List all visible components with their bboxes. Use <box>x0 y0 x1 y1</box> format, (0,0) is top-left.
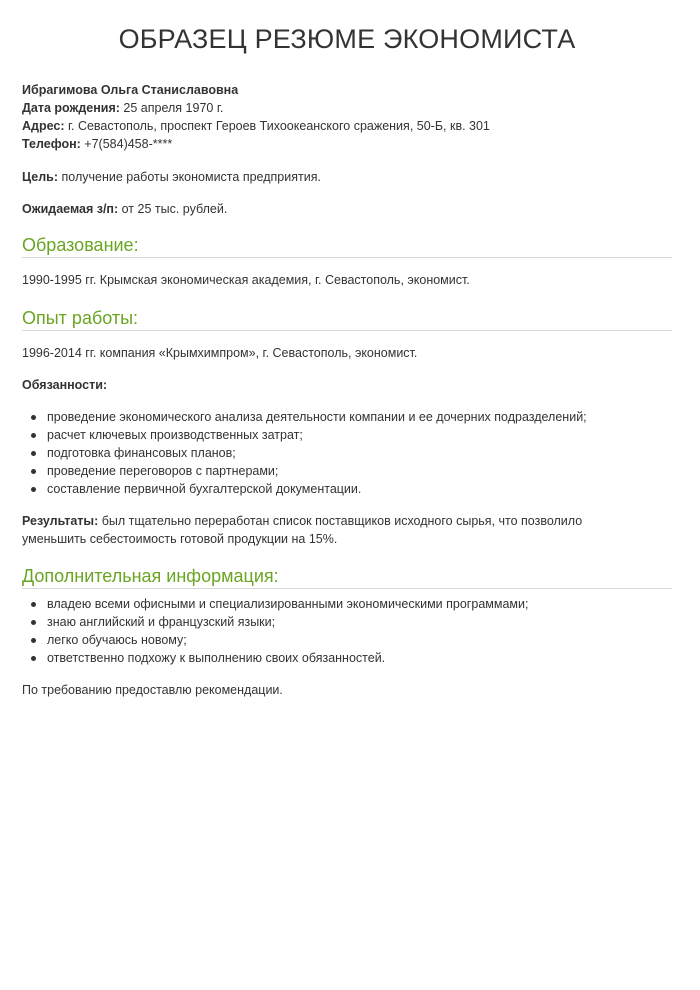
additional-text: владею всеми офисными и специализированными экономическими программами; <box>47 597 529 611</box>
address-value: г. Севастополь, проспект Героев Тихоокеанского сражения, 50-Б, кв. 301 <box>64 119 490 133</box>
experience-heading: Опыт работы: <box>22 307 672 331</box>
duty-text: проведение переговоров с партнерами; <box>47 464 279 478</box>
duty-text: подготовка финансовых планов; <box>47 446 236 460</box>
bullet-icon <box>31 433 36 438</box>
list-item <box>22 613 672 631</box>
address-label: Адрес: <box>22 119 65 133</box>
address-row <box>22 117 672 135</box>
birth-date-label: Дата рождения: <box>22 101 120 115</box>
duties-label: Обязанности: <box>22 378 108 392</box>
bullet-icon <box>31 487 36 492</box>
phone-row <box>22 135 672 153</box>
goal-value: получение работы экономиста предприятия. <box>58 170 321 184</box>
bullet-icon <box>31 415 36 420</box>
recommendations-note: По требованию предоставлю рекомендации. <box>22 683 283 697</box>
duties-list <box>22 408 672 498</box>
education-text: 1990-1995 гг. Крымская экономическая академия, г. Севастополь, экономист. <box>22 273 470 287</box>
education-heading: Образование: <box>22 234 672 258</box>
salary-row <box>22 200 672 218</box>
phone-label: Телефон: <box>22 137 81 151</box>
results-line-2: уменьшить себестоимость готовой продукции на 15%. <box>22 532 338 546</box>
contact-block <box>22 81 672 153</box>
list-item <box>22 595 672 613</box>
page-title: ОБРАЗЕЦ РЕЗЮМЕ ЭКОНОМИСТА <box>118 24 576 54</box>
candidate-name: Ибрагимова Ольга Станиславовна <box>22 83 239 97</box>
results-block <box>22 512 672 548</box>
list-item <box>22 408 672 426</box>
bullet-icon <box>31 656 36 661</box>
duty-text: составление первичной бухгалтерской документации. <box>47 482 362 496</box>
list-item <box>22 444 672 462</box>
bullet-icon <box>31 469 36 474</box>
list-item <box>22 480 672 498</box>
birth-date-row <box>22 99 672 117</box>
additional-text: знаю английский и французский языки; <box>47 615 276 629</box>
results-text: был тщательно переработан список поставщиков исходного сырья, что позволило <box>98 514 583 528</box>
salary-label: Ожидаемая з/п: <box>22 202 119 216</box>
bullet-icon <box>31 602 36 607</box>
bullet-icon <box>31 638 36 643</box>
goal-row <box>22 168 672 186</box>
list-item <box>22 631 672 649</box>
experience-text: 1996-2014 гг. компания «Крымхимпром», г. Севастополь, экономист. <box>22 346 418 360</box>
additional-text: легко обучаюсь новому; <box>47 633 187 647</box>
additional-heading: Дополнительная информация: <box>22 565 672 589</box>
bullet-icon <box>31 451 36 456</box>
list-item <box>22 649 672 667</box>
results-line-1 <box>22 512 672 530</box>
duty-text: проведение экономического анализа деятельности компании и ее дочерних подразделений; <box>47 410 587 424</box>
list-item <box>22 462 672 480</box>
birth-date-value: 25 апреля 1970 г. <box>119 101 224 115</box>
bullet-icon <box>31 620 36 625</box>
results-label: Результаты: <box>22 514 99 528</box>
phone-value: +7(584)458-**** <box>80 137 173 151</box>
additional-text: ответственно подхожу к выполнению своих обязанностей. <box>47 651 386 665</box>
goal-label: Цель: <box>22 170 59 184</box>
list-item <box>22 426 672 444</box>
salary-value: от 25 тыс. рублей. <box>118 202 228 216</box>
additional-list <box>22 595 672 667</box>
duty-text: расчет ключевых производственных затрат; <box>47 428 303 442</box>
